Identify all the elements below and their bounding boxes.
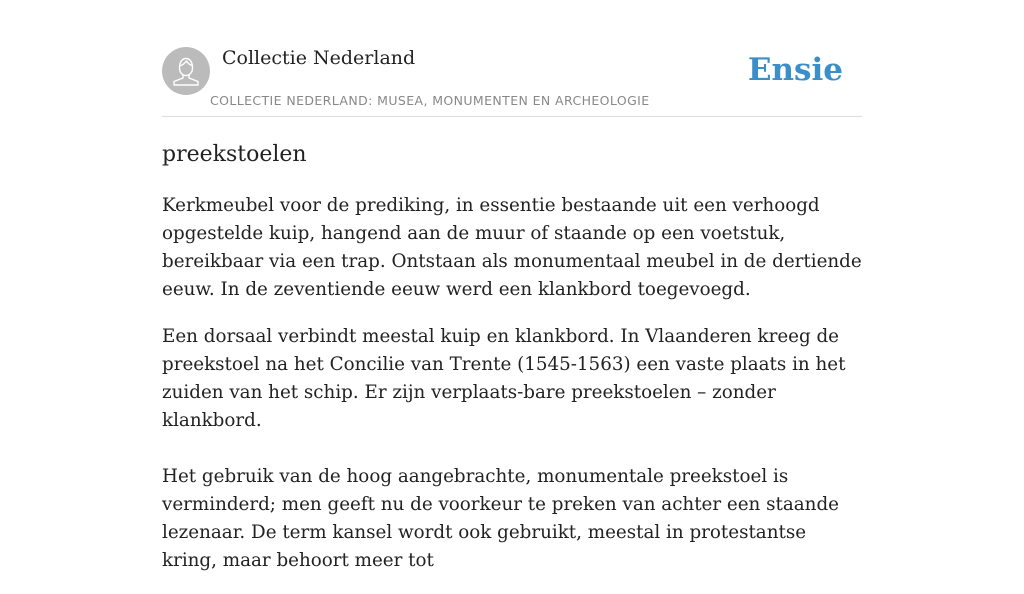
author-name[interactable]: Collectie Nederland bbox=[222, 47, 416, 69]
page-title: preekstoelen bbox=[162, 142, 307, 167]
article-paragraph: Een dorsaal verbindt meestal kuip en klankbord. In Vlaanderen kreeg de preekstoel na het Concilie van Trente (1545-1563) een vaste plaats in het zuiden van het schip. Er zijn verplaats-bare preekstoelen – zonder klankbord. bbox=[162, 326, 846, 431]
page-header bbox=[162, 46, 862, 117]
source-label[interactable]: COLLECTIE NEDERLAND: MUSEA, MONUMENTEN EN ARCHEOLOGIE bbox=[210, 93, 650, 108]
user-avatar-icon bbox=[162, 47, 210, 95]
ensie-logo[interactable]: Ensie bbox=[747, 52, 843, 88]
article-body bbox=[162, 192, 862, 594]
article-paragraph: Kerkmeubel voor de prediking, in essentie bestaande uit een verhoogd opgestelde kuip, hangend aan de muur of staande op een voetstuk, bereikbaar via een trap. Ontstaan als monumentaal meubel in de dertiende eeuw. In de zeventiende eeuw werd een klankbord toegevoegd. bbox=[162, 195, 862, 300]
author-avatar[interactable] bbox=[162, 47, 210, 95]
article-paragraph: Het gebruik van de hoog aangebrachte, monumentale preekstoel is verminderd; men geeft nu de voorkeur te preken van achter een staande lezenaar. De term kansel wordt ook gebruikt, meestal in protestantse kring, maar behoort meer tot bbox=[162, 466, 839, 571]
